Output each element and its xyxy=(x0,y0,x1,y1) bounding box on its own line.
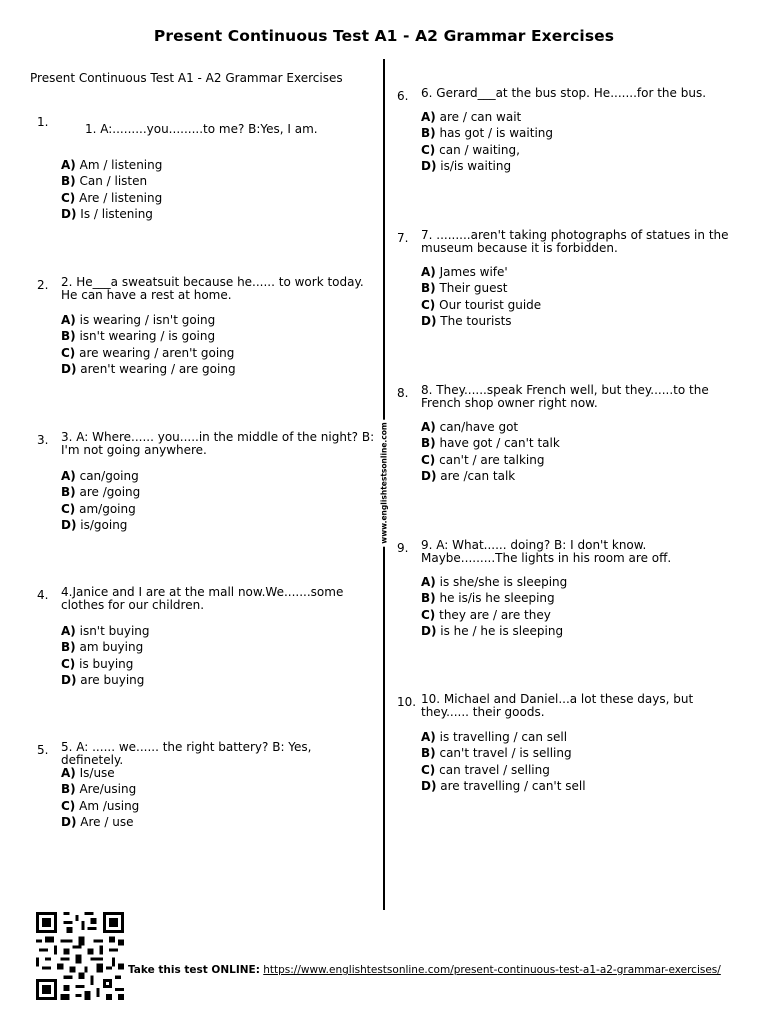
option-letter: D) xyxy=(421,778,437,793)
question-text: 5. A: ...... we...... the right battery? B: Yes, definetely. xyxy=(61,740,312,767)
option-text: are / can wait xyxy=(439,110,522,124)
option-c[interactable] xyxy=(421,607,567,623)
option-text: is she/she is sleeping xyxy=(439,575,568,589)
option-c[interactable] xyxy=(61,798,139,814)
option-letter: C) xyxy=(421,452,436,467)
option-letter: D) xyxy=(61,814,77,829)
option-a[interactable] xyxy=(61,312,236,328)
option-text: can / waiting, xyxy=(439,142,520,157)
option-text: is wearing / isn't going xyxy=(79,313,216,327)
option-letter: B) xyxy=(61,174,76,189)
option-letter: B) xyxy=(421,126,436,141)
option-letter: A) xyxy=(421,265,436,279)
option-text: can travel / selling xyxy=(439,762,550,777)
option-letter: A) xyxy=(421,575,436,589)
option-c[interactable] xyxy=(421,142,553,158)
options-list xyxy=(61,623,150,688)
question-text: 6. Gerard___at the bus stop. He.......for the bus. xyxy=(421,86,707,100)
option-d[interactable] xyxy=(61,206,162,222)
option-letter: D) xyxy=(421,313,437,328)
option-letter: C) xyxy=(61,345,76,360)
option-d[interactable] xyxy=(61,814,139,830)
option-d[interactable] xyxy=(421,623,567,639)
option-text: isn't wearing / is going xyxy=(79,329,216,344)
option-a[interactable] xyxy=(421,109,553,125)
question-number: 4. xyxy=(37,588,49,602)
options-list xyxy=(61,468,140,533)
option-letter: C) xyxy=(421,762,436,777)
option-text: can/going xyxy=(79,469,139,483)
option-a[interactable] xyxy=(61,157,162,173)
option-b[interactable] xyxy=(61,484,140,500)
option-c[interactable] xyxy=(421,452,560,468)
option-letter: B) xyxy=(61,782,76,797)
question-text: 9. A: What...... doing? B: I don't know. Maybe.........The lights in his room are off. xyxy=(421,538,672,565)
option-d[interactable] xyxy=(421,313,541,329)
option-text: Is / listening xyxy=(80,206,153,221)
page-title: Present Continuous Test A1 - A2 Grammar Exercises xyxy=(153,27,615,45)
option-c[interactable] xyxy=(61,190,162,206)
question-text: 2. He___a sweatsuit because he...... to work today. He can have a rest at home. xyxy=(61,275,364,302)
option-letter: A) xyxy=(61,766,76,780)
option-letter: C) xyxy=(61,190,76,205)
question-text: 7. .........aren't taking photographs of statues in the museum because it is forbidden. xyxy=(421,228,729,255)
option-text: Am / listening xyxy=(79,158,163,172)
question-number: 6. xyxy=(397,89,409,103)
option-text: am/going xyxy=(79,501,136,516)
vertical-site-label: www.englishtestsonline.com xyxy=(380,419,389,546)
option-c[interactable] xyxy=(61,656,150,672)
option-b[interactable] xyxy=(61,173,162,189)
options-list xyxy=(421,419,560,484)
option-text: Their guest xyxy=(439,281,508,296)
option-letter: B) xyxy=(421,591,436,606)
option-a[interactable] xyxy=(61,623,150,639)
option-c[interactable] xyxy=(61,345,236,361)
option-letter: A) xyxy=(61,624,76,638)
option-b[interactable] xyxy=(421,125,553,141)
option-letter: B) xyxy=(61,485,76,500)
option-a[interactable] xyxy=(421,264,541,280)
option-letter: D) xyxy=(421,158,437,173)
question-number: 7. xyxy=(397,231,409,245)
option-text: aren't wearing / are going xyxy=(80,361,236,376)
option-b[interactable] xyxy=(61,328,236,344)
option-b[interactable] xyxy=(421,435,560,451)
option-text: can/have got xyxy=(439,420,519,434)
question-text: 10. Michael and Daniel...a lot these days, but they...... their goods. xyxy=(421,692,694,719)
option-text: has got / is waiting xyxy=(439,126,553,141)
option-text: Am /using xyxy=(79,798,140,813)
question-number: 9. xyxy=(397,541,409,555)
question-text: 3. A: Where...... you.....in the middle of the night? B: I'm not going anywhere. xyxy=(61,430,375,457)
options-list xyxy=(61,312,236,377)
footer-cta-label: Take this test ONLINE: xyxy=(128,964,260,976)
option-letter: B) xyxy=(421,281,436,296)
option-text: Are/using xyxy=(79,782,137,797)
options-list xyxy=(421,729,586,794)
option-letter: A) xyxy=(61,313,76,327)
option-text: are wearing / aren't going xyxy=(79,345,235,360)
qr-code-icon[interactable] xyxy=(36,912,124,1000)
option-text: are travelling / can't sell xyxy=(440,778,586,793)
option-letter: A) xyxy=(421,420,436,434)
option-letter: C) xyxy=(421,607,436,622)
option-a[interactable] xyxy=(421,419,560,435)
option-letter: D) xyxy=(421,468,437,483)
option-letter: A) xyxy=(61,158,76,172)
page-subtitle: Present Continuous Test A1 - A2 Grammar Exercises xyxy=(30,71,343,85)
options-list xyxy=(61,765,139,830)
options-list xyxy=(421,109,553,174)
option-a[interactable] xyxy=(61,765,139,781)
option-text: Can / listen xyxy=(79,174,148,189)
option-letter: C) xyxy=(61,798,76,813)
option-text: are buying xyxy=(80,672,145,687)
test-link[interactable]: https://www.englishtestsonline.com/present-continuous-test-a1-a2-grammar-exercises/ xyxy=(263,964,721,976)
option-d[interactable] xyxy=(421,158,553,174)
option-text: Our tourist guide xyxy=(439,297,542,312)
option-d[interactable] xyxy=(421,468,560,484)
option-a[interactable] xyxy=(421,729,586,745)
option-text: can't / are talking xyxy=(439,452,545,467)
option-text: Are / listening xyxy=(79,190,163,205)
option-letter: A) xyxy=(421,730,436,744)
option-b[interactable] xyxy=(61,781,139,797)
question-number: 5. xyxy=(37,743,49,757)
option-d[interactable] xyxy=(61,517,140,533)
question-number: 2. xyxy=(37,278,49,292)
option-letter: A) xyxy=(61,469,76,483)
question-number: 8. xyxy=(397,386,409,400)
option-text: are /can talk xyxy=(440,468,516,483)
option-a[interactable] xyxy=(421,574,567,590)
option-d[interactable] xyxy=(421,778,586,794)
option-a[interactable] xyxy=(61,468,140,484)
footer-cta xyxy=(128,964,728,977)
option-letter: B) xyxy=(421,746,436,761)
option-b[interactable] xyxy=(421,745,586,761)
option-text: is travelling / can sell xyxy=(439,730,568,744)
option-text: Are / use xyxy=(80,814,134,829)
options-list xyxy=(61,157,162,222)
option-text: is he / he is sleeping xyxy=(440,623,564,638)
option-b[interactable] xyxy=(421,590,567,606)
option-text: have got / can't talk xyxy=(439,436,560,451)
option-text: The tourists xyxy=(440,313,512,328)
option-letter: A) xyxy=(421,110,436,124)
question-text: 4.Janice and I are at the mall now.We.......some clothes for our children. xyxy=(61,585,344,612)
option-letter: C) xyxy=(421,297,436,312)
option-c[interactable] xyxy=(421,762,586,778)
option-letter: D) xyxy=(61,517,77,532)
option-letter: B) xyxy=(61,329,76,344)
option-b[interactable] xyxy=(421,280,541,296)
option-c[interactable] xyxy=(421,297,541,313)
options-list xyxy=(421,264,541,329)
option-letter: D) xyxy=(61,361,77,376)
option-letter: B) xyxy=(61,640,76,655)
options-list xyxy=(421,574,567,639)
question-number: 10. xyxy=(397,695,417,709)
question-text: 1. A:.........you.........to me? B:Yes, I am. xyxy=(85,122,318,136)
option-letter: C) xyxy=(421,142,436,157)
option-letter: D) xyxy=(421,623,437,638)
option-text: is buying xyxy=(79,656,134,671)
option-c[interactable] xyxy=(61,501,140,517)
option-text: they are / are they xyxy=(439,607,551,622)
option-text: is/is waiting xyxy=(440,158,512,173)
option-text: isn't buying xyxy=(79,624,150,638)
option-text: am buying xyxy=(79,640,144,655)
option-text: are /going xyxy=(79,485,141,500)
option-d[interactable] xyxy=(61,672,150,688)
option-text: James wife' xyxy=(439,265,508,279)
question-text: 8. They......speak French well, but they......to the French shop owner right now. xyxy=(421,383,709,410)
option-text: is/going xyxy=(80,517,128,532)
option-letter: C) xyxy=(61,501,76,516)
option-letter: D) xyxy=(61,672,77,687)
option-d[interactable] xyxy=(61,361,236,377)
option-letter: C) xyxy=(61,656,76,671)
option-text: Is/use xyxy=(79,766,115,780)
question-number: 1. xyxy=(37,115,49,129)
option-text: he is/is he sleeping xyxy=(439,591,555,606)
option-letter: B) xyxy=(421,436,436,451)
option-b[interactable] xyxy=(61,639,150,655)
option-letter: D) xyxy=(61,206,77,221)
option-text: can't travel / is selling xyxy=(439,746,572,761)
question-number: 3. xyxy=(37,433,49,447)
